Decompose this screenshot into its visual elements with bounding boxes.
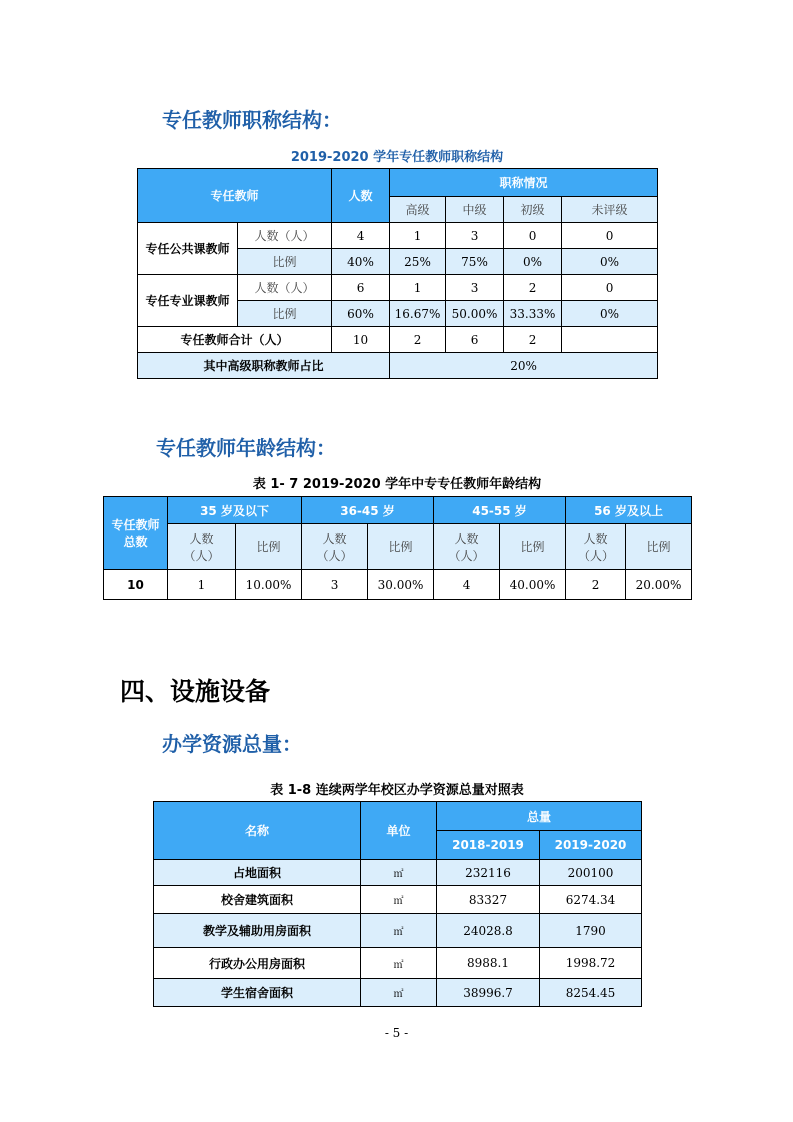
heading-resources: 办学资源总量： xyxy=(162,732,302,756)
table-row-value: 1790 xyxy=(540,914,642,948)
table-row-name: 占地面积 xyxy=(154,860,361,886)
cell: 75% xyxy=(446,249,504,275)
table-row-unit: ㎡ xyxy=(361,914,437,948)
cell: 40.00% xyxy=(500,570,566,600)
heading-age-structure: 专任教师年龄结构： xyxy=(156,436,336,460)
cell: 50.00% xyxy=(446,301,504,327)
cell: 1 xyxy=(390,275,446,301)
table-row-name: 教学及辅助用房面积 xyxy=(154,914,361,948)
cell: 0% xyxy=(504,249,562,275)
header-unrated: 未评级 xyxy=(562,197,658,223)
cell: 6 xyxy=(332,275,390,301)
cell: 6 xyxy=(446,327,504,353)
row-label-senior-ratio: 其中高级职称教师占比 xyxy=(138,353,390,379)
header-ratio: 比例 xyxy=(368,524,434,570)
table-row-value: 8254.45 xyxy=(540,979,642,1007)
header-age-group: 56 岁及以上 xyxy=(566,497,692,524)
table-row-name: 学生宿舍面积 xyxy=(154,979,361,1007)
header-count: 人数（人） xyxy=(566,524,626,570)
cell: 10.00% xyxy=(236,570,302,600)
resources-table xyxy=(153,801,642,1007)
table3-caption: 表 1-8 连续两学年校区办学资源总量对照表 xyxy=(270,783,524,798)
cell: 2 xyxy=(504,327,562,353)
header-total-teachers: 专任教师总数 xyxy=(104,497,168,570)
public-count-label: 人数（人） xyxy=(238,223,332,249)
header-name: 名称 xyxy=(154,802,361,860)
table-row-value: 24028.8 xyxy=(437,914,540,948)
cell: 20.00% xyxy=(626,570,692,600)
table-row-unit: ㎡ xyxy=(361,948,437,979)
table1-caption: 2019-2020 学年专任教师职称结构 xyxy=(290,150,504,165)
public-ratio-label: 比例 xyxy=(238,249,332,275)
cell: 3 xyxy=(446,275,504,301)
table-row-unit: ㎡ xyxy=(361,860,437,886)
header-middle: 中级 xyxy=(446,197,504,223)
header-junior: 初级 xyxy=(504,197,562,223)
total-teachers-value: 10 xyxy=(104,570,168,600)
title-structure-table xyxy=(137,168,658,379)
header-unit: 单位 xyxy=(361,802,437,860)
major-count-label: 人数（人） xyxy=(238,275,332,301)
header-age-group: 35 岁及以下 xyxy=(168,497,302,524)
cell: 40% xyxy=(332,249,390,275)
table-row-value: 38996.7 xyxy=(437,979,540,1007)
table-row-name: 校舍建筑面积 xyxy=(154,886,361,914)
table-row-value: 1998.72 xyxy=(540,948,642,979)
header-title-status: 职称情况 xyxy=(390,169,658,197)
row-label-public: 专任公共课教师 xyxy=(138,223,238,275)
table2-caption: 表 1- 7 2019-2020 学年中专专任教师年龄结构 xyxy=(252,477,542,492)
table-row-unit: ㎡ xyxy=(361,886,437,914)
cell: 4 xyxy=(434,570,500,600)
cell: 3 xyxy=(302,570,368,600)
cell: 2 xyxy=(566,570,626,600)
header-ratio: 比例 xyxy=(236,524,302,570)
cell: 60% xyxy=(332,301,390,327)
cell: 0 xyxy=(504,223,562,249)
row-label-major: 专任专业课教师 xyxy=(138,275,238,327)
cell: 0 xyxy=(562,223,658,249)
table-row-value: 6274.34 xyxy=(540,886,642,914)
table-row-value: 8988.1 xyxy=(437,948,540,979)
heading-title-structure: 专任教师职称结构： xyxy=(162,108,342,132)
header-teacher: 专任教师 xyxy=(138,169,332,223)
senior-ratio-value: 20% xyxy=(390,353,658,379)
cell: 0 xyxy=(562,275,658,301)
header-total: 总量 xyxy=(437,802,642,831)
header-count: 人数（人） xyxy=(168,524,236,570)
cell: 0% xyxy=(562,249,658,275)
header-age-group: 36-45 岁 xyxy=(302,497,434,524)
table-row-unit: ㎡ xyxy=(361,979,437,1007)
cell: 10 xyxy=(332,327,390,353)
table-row-value: 83327 xyxy=(437,886,540,914)
table-row-value: 232116 xyxy=(437,860,540,886)
cell: 3 xyxy=(446,223,504,249)
major-ratio-label: 比例 xyxy=(238,301,332,327)
cell: 1 xyxy=(390,223,446,249)
header-senior: 高级 xyxy=(390,197,446,223)
row-label-total: 专任教师合计（人） xyxy=(138,327,332,353)
cell: 2 xyxy=(504,275,562,301)
cell: 16.67% xyxy=(390,301,446,327)
table-row-name: 行政办公用房面积 xyxy=(154,948,361,979)
heading-facilities: 四、设施设备 xyxy=(120,677,271,706)
page-number: - 5 - xyxy=(384,1026,409,1040)
cell: 30.00% xyxy=(368,570,434,600)
header-ratio: 比例 xyxy=(626,524,692,570)
age-structure-table xyxy=(103,496,692,600)
cell: 33.33% xyxy=(504,301,562,327)
header-count: 人数（人） xyxy=(434,524,500,570)
header-count: 人数 xyxy=(332,169,390,223)
cell: 4 xyxy=(332,223,390,249)
cell xyxy=(562,327,658,353)
header-ratio: 比例 xyxy=(500,524,566,570)
cell: 1 xyxy=(168,570,236,600)
header-count: 人数（人） xyxy=(302,524,368,570)
header-year-2019: 2019-2020 xyxy=(540,831,642,860)
cell: 2 xyxy=(390,327,446,353)
cell: 25% xyxy=(390,249,446,275)
header-year-2018: 2018-2019 xyxy=(437,831,540,860)
cell: 0% xyxy=(562,301,658,327)
header-age-group: 45-55 岁 xyxy=(434,497,566,524)
table-row-value: 200100 xyxy=(540,860,642,886)
